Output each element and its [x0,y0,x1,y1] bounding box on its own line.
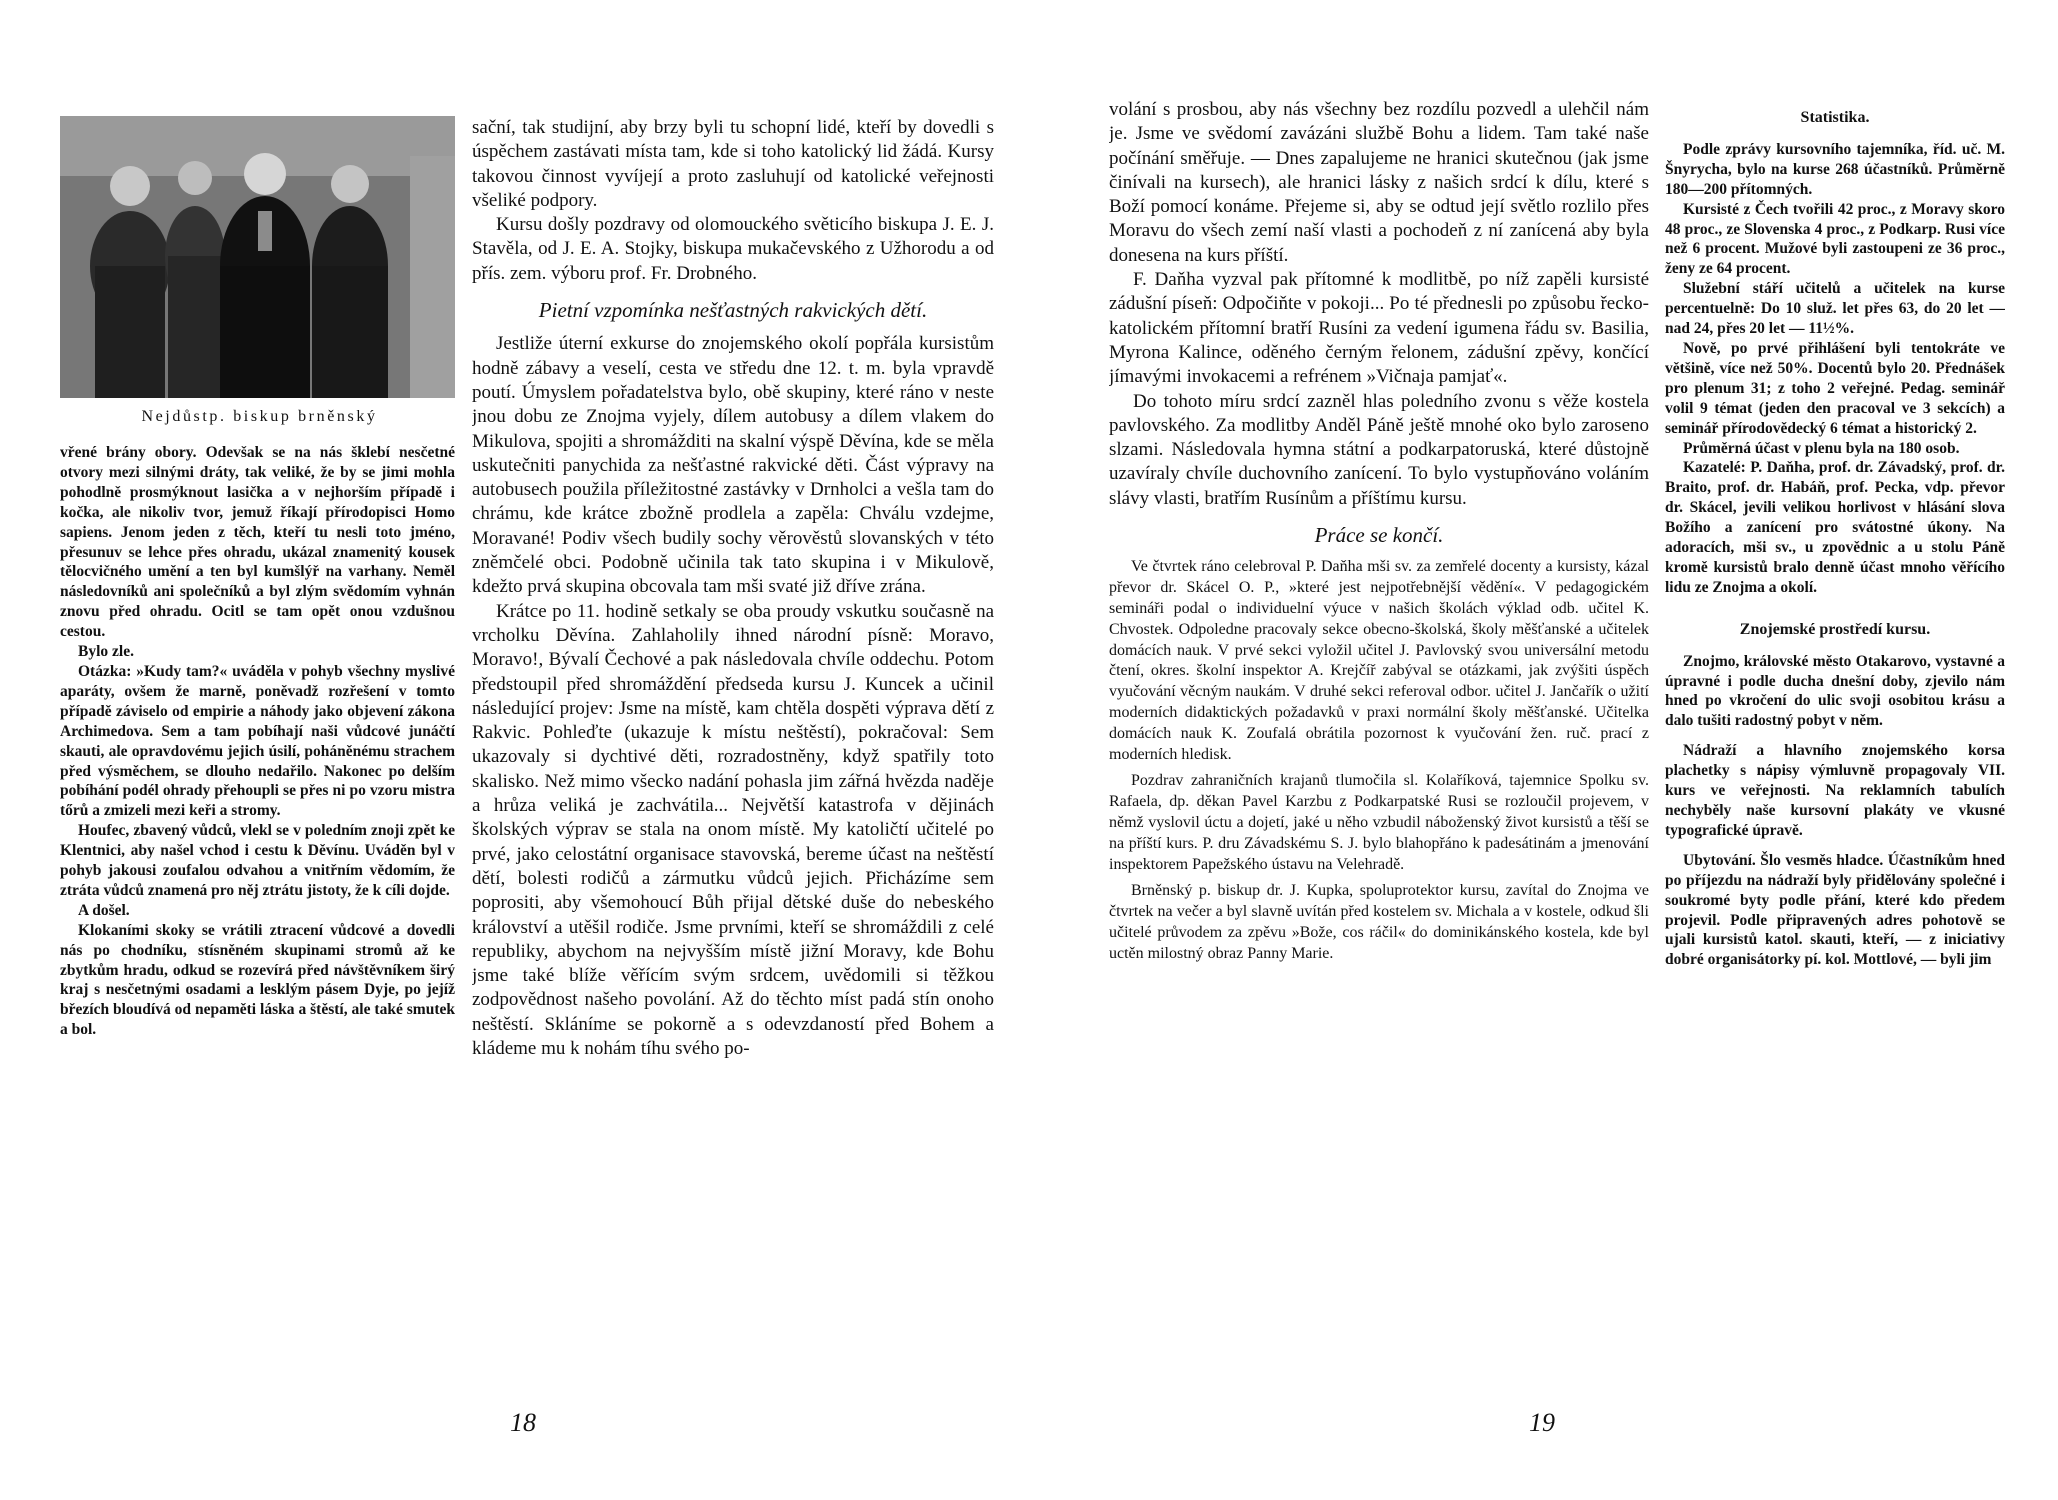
paragraph: Kursisté z Čech tvořili 42 proc., z Moravy skoro 48 proc., ze Slovenska 4 proc., z Podkarp. Rusi více než 6 procent. Mužové byli zastoupeni ze 36 proc., ženy ze 64 procent. [1665,200,2005,278]
paragraph: Kazatelé: P. Daňha, prof. dr. Závadský, prof. dr. Braito, prof. dr. Habáň, prof. Pecka, vdp. převor dr. Skácel, jevili velikou horlivost v hlásání slova Božího a zanícení pro svátostné úkony. Na adoracích, mši sv., u zpovědnic a u stolu Páně kromě kursistů bralo denně účast mnoho věřícího lidu ze Znojma a okolí. [1665,459,2005,596]
section-heading-statistika: Statistika. [1800,109,1870,126]
section-heading-prace: Práce se končí. [1314,523,1444,548]
paragraph: vřené brány obory. Odevšak se na nás šklebí nesčetné otvory mezi silnými dráty, tak veliké, že by se jimi mohla pohodlně prosmýknout lasička a v nejhorším případě i kočka, ale nikoliv tvor, jemuž říkají přírodopisci Homo sapiens. Jenom jeden z těch, kteří tu nesli toto jméno, přesunuv se lehce přes ohradu, ukázal znamenitý kousek tělocvičného umění a ten byl kumšlýř na varhany. Neměl následovníků ani společníků a byl zlým svědomím vyhnán znovu před ohradu. Ocitl se tam opět onou vzdušnou cestou. [60,444,455,641]
section-heading-znojemske: Znojemské prostředí kursu. [1739,620,1931,638]
right-page-column-1 [1109,98,1649,1383]
photo-caption: Nejdůstp. biskup brněnský [141,408,378,425]
paragraph: volání s prosbou, aby nás všechny bez rozdílu pozvedl a ulehčil nám je. Jsme ve svědomí zavázáni službě Bohu a lidem. Tam také naše počínání směřuje. — Dnes zapalujeme ne hranici skutečnou (jak jsme činívali na kursech), ale hranici lásky z našich srdcí k dílu, které s Boží pomocí konáme. Přejeme si, aby se odtud její světlo rozlilo přes Moravu do všech zemí naší vlasti a pochodeň z ní zanícená aby byla donesena na kurs příští. [1109,99,1649,266]
paragraph: Do tohoto míru srdcí zazněl hlas poledního zvonu s věže kostela pavlovského. Za modlitby Anděl Páně ještě mnohé oko bylo zaroseno slzami. Následovala hymna státní a podkarpatoruská, které důstojně uzavíraly chvíle duchovního zanícení. To bylo vystupňováno voláním slávy vlasti, bratřím Rusínům a příštímu kursu. [1109,390,1649,509]
section-heading-pietni: Pietní vzpomínka nešťastných rakvických dětí. [538,298,928,323]
right-page-column-2 [1665,108,2005,1388]
paragraph: Ve čtvrtek ráno celebroval P. Daňha mši sv. za zemřelé docenty a kursisty, kázal převor dr. Skácel O. P., »které jest nejpotřebnější vědění«. V pedagogickém semináři podal o individuelní výuce v našich školách výklad odb. učitel K. Chvostek. Odpoledne pracovaly sekce obecno-školská, školy měšťanské a učitelek domácích nauk. V prvé sekci vyložil učitel J. Pavlovský svou universální metodu čtení, okres. školní inspektor A. Krejčíř zabýval se otázkami, jak zvýšiti úspěch vyučování věcným naukám. V druhé sekci referoval odbor. učitel J. Jančařík o užití moderních didaktických požadavků v praxi normální školy měšťanské. Učitelka domácích nauk K. Zoufalá obrátila pozornost k vyučování žen. ruč. prací z moderních hledisk. [1109,558,1649,763]
paragraph: Bylo zle. [78,643,134,661]
page-number-18: 18 [510,1408,536,1437]
small-text-block [1109,557,1649,964]
paragraph: Brněnský p. biskup dr. J. Kupka, spoluprotektor kursu, zavítal do Znojma ve čtvrtek na večer a byl slavně uvítán před kostelem sv. Michala a v kostele, odkud šli učitelé průvodem za zpěvu »Bože, cos ráčil« do dominikánského kostela, kde byl uctěn milostný obraz Panny Marie. [1109,882,1649,962]
bishop-photo-figures [60,116,455,398]
paragraph: sační, tak studijní, aby brzy byli tu schopní lidé, kteří by dovedli s úspěchem zastávati místa tam, kde si toho katolický lid žádá. Kursy takovou činnost vyvíjejí a proto zasluhují od katolické veřejnosti všeliké podpory. [472,117,994,211]
paragraph: Jestliže úterní exkurse do znojemského okolí popřála kursistům hodně zábavy a veselí, cesta ve středu dne 12. t. m. byla vpravdě poutí. Úmyslem pořadatelstva bylo, obě skupiny, které ráno v neste jnou dobu ze Znojma vyjely, dílem autobusy a dílem vlakem do Mikulova, spojiti a shromážditi na skalní výspě Děvína, kde se měla uskutečniti panychida za nešťastné rakvické děti. Část výpravy na autobusech použila příležitostné zastávky v Drnholci a vešla tam do chrámu, kde krátce zbožně prodlela a zapěla: Chválu vzdejme, Moravané! Podiv všech budily sochy věrověstů slovanských v této zněmčelé obci. Podobně učinila tak tato skupina i v Mikulově, kdežto prvá skupina obcovala tam mši svaté již dříve zrána. [472,333,994,598]
paragraph: Průměrná účast v plenu byla na 180 osob. [1683,439,1960,457]
right-page [1029,0,2058,1500]
paragraph: Služební stáří učitelů a učitelek na kurse percentuelně: Do 10 služ. let přes 63, do 20 let — nad 24, přes 20 let — 11½%. [1665,280,2005,338]
paragraph: Ubytování. Šlo vesměs hladce. Účastníkům hned po příjezdu na nádraží byly přidělovány společné i soukromé byty podle přání, které kdo předem projevil. Podle připravených adres pohotově se ujali kursistů katol. skauti, kteří, — z iniciativy dobré organisátorky pí. kol. Mottlové, — byli jim [1665,851,2005,969]
paragraph: Klokaními skoky se vrátili ztracení vůdcové a dovedli nás po chodníku, stísněném skupinami stromů až ke zbytkům hradu, odkud se rozevírá před návštěvníkem širý kraj s nesčetnými osadami a lesklým pásem Dyje, po jejíž březích bloudívá od nepaměti láska a štěstí, ale také smutek a bol. [60,921,455,1039]
paragraph: Nádraží a hlavního znojemského korsa plachetky s nápisy výmluvně propagovaly VII. kurs ve veřejnosti. Na reklamních tabulích nechyběly naše kursovní plakáty ve vkusné typografické úpravě. [1665,742,2005,839]
paragraph: Kursu došly pozdravy od olomouckého světicího biskupa J. E. J. Stavěla, od J. E. A. Stojky, biskupa mukačevského z Užhorodu a od přís. zem. výboru prof. Fr. Drobného. [472,214,994,284]
paragraph: Podle zprávy kursovního tajemníka, říd. uč. M. Šnyrycha, bylo na kurse 268 účastníků. Průměrně 180—200 přítomných. [1665,140,2005,198]
paragraph: Krátce po 11. hodině setkaly se oba proudy vskutku současně na vrcholku Děvína. Zahlaholily ihned národní písně: Moravo, Moravo!, Bývalí Čechové a pak následovala chvíle oddechu. Potom předstoupil před shromáždění předseda kursu J. Kuncek a učinil následující projev: Jsme na místě, kam chtěla dospěti výprava dětí z Rakvic. Pohleďte (ukazuje k místu neštěstí), pokračoval: Sem ukazovaly si dychtivé děti, rozradostněny, když spatřily toto skalisko. Než mimo všecko nadání pohasla jim zářná hvězda naděje a hrůza veliká je zachvátila... Největší katastrofa v dějinách školských výprav se stala na onom místě. My katoličtí učitelé po prvé, jako celostátní organisace stavovská, bereme účast na neštěstí dětí, bolesti rodičů a zármutku vůdců jejich. Přicházíme sem poprositi, aby všemohoucí Bůh přijal dětské duše do nebeského království a utěšil rodiče. Jsme prvními, kteří se shromáždili z celé republiky, abychom na nejvyšším místě jižní Moravy, kde Bohu jsme také blíže věřícím svým srdcem, uvědomili si těžkou zodpovědnost našeho povolání. Až do těchto míst padá stín onoho neštěstí. Skláníme se pokorně a s odevzdaností před Bohem a kládeme mu k nohám tíhu svého po- [472,600,994,1059]
paragraph: Otázka: »Kudy tam?« uváděla v pohyb všechny myslivé aparáty, ovšem že marně, poněvadž rozřešení v tomto případě záviselo od empirie a náhody jako objevení zákona Archimedova. Sem a tam pobíhají naši vůdcové junáčtí skauti, ale opravdovému jejich úsilí, poháněnému strachem před výsměchem, se dlouho nedařilo. Nakonec po delším pobíhání podél ohrady přehoupli se přes ni po vzoru mistra tőrů a zmizeli mezi keři a stromy. [60,662,455,820]
paragraph: Nově, po prvé přihlášení byli tentokráte ve většině, více než 50%. Docentů bylo 20. Přednášek pro plenum 31; z toho 2 veřejné. Pedag. seminář volil 9 témat (jeden den pracoval ve 3 sekcích) a seminář přírodovědecký 6 témat a historický 2. [1665,339,2005,437]
bishop-photo [60,116,455,398]
page-number-19: 19 [1529,1408,1555,1437]
paragraph: Houfec, zbavený vůdců, vlekl se v poledním znoji zpět ke Klentnici, aby našel vchod i cestu k Děvínu. Uváděn byl v pohyb jakousi zoufalou odvahou a vnitřním vědomím, že ztráta vůdců znamená pro něj ztrátu jistoty, že k cíli dojde. [60,822,455,899]
paragraph: A došel. [78,901,130,919]
left-page-column-2 [472,116,994,1381]
paragraph: F. Daňha vyzval pak přítomné k modlitbě, po níž zapěli kursisté zádušní píseň: Odpočiňte v pokoji... Po té přednesli po způsobu řecko-katolickém přítomní bratří Rusíni za vedení igumena řádu sv. Basilia, Myrona Kalince, oděného černým řelonem, zádušní zpěvy, končící jímavými invokacemi a refrénem »Vičnaja pamjať«. [1109,269,1649,388]
paragraph: Znojmo, královské město Otakarovo, vystavné a úpravné i podle ducha dnešní doby, zjevilo nám hned po vkročení do ulic svoji osobitou krásu a dalo tušiti radostný pobyt v něm. [1665,652,2005,730]
paragraph: Pozdrav zahraničních krajanů tlumočila sl. Kolaříková, tajemnice Spolku sv. Rafaela, dp. děkan Pavel Karzbu z Podkarpatské Rusi se rozloučil projevem, v němž vyslovil úctu a dojetí, jaké u něho vzbudil náboženský život kursistů a těší se na příští kurs. P. dru Závadskému S. J. bylo blahopřáno k padesátinám a jmenování inspektorem Papežského ústavu na Velehradě. [1109,772,1649,873]
left-page-column-1 [60,443,455,1363]
